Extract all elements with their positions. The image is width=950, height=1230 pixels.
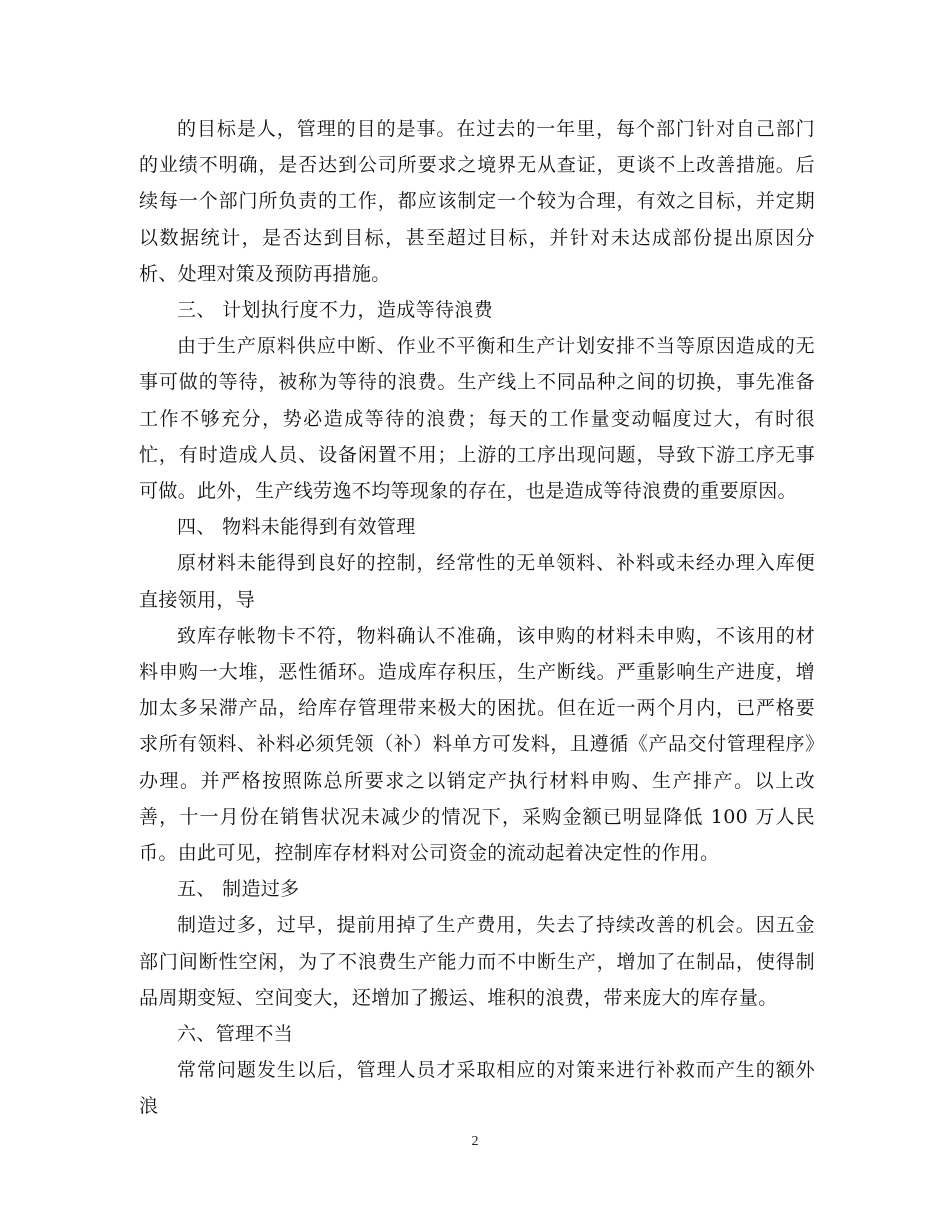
paragraph-waiting-waste: 由于生产原料供应中断、作业不平衡和生产计划安排不当等原因造成的无事可做的等待，被称为等待的浪费。生产线上不同品种之间的切换，事先准备工作不够充分，势必造成等待的浪费；每天的工作量变动幅度过大，有时很忙，有时造成人员、设备闲置不用；上游的工序出现问题，导致下游工序无事可做。此外，生产线劳逸不均等现象的存在，也是造成等待浪费的重要原因。 xyxy=(139,335,815,503)
paragraph-materials-intro: 原材料未能得到良好的控制，经常性的无单领料、补料或未经办理入库便直接领用，导 xyxy=(139,552,815,611)
document-body xyxy=(139,111,815,1125)
paragraph-goals: 的目标是人，管理的目的是事。在过去的一年里，每个部门针对自己部门的业绩不明确，是否达到公司所要求之境界无从查证，更谈不上改善措施。后续每一个部门所负责的工作，都应该制定一个较为合理，有效之目标，并定期以数据统计，是否达到目标，甚至超过目标，并针对未达成部份提出原因分析、处理对策及预防再措施。 xyxy=(139,118,815,285)
paragraph-overproduction: 制造过多，过早，提前用掉了生产费用，失去了持续改善的机会。因五金部门间断性空闲，为了不浪费生产能力而不中断生产，增加了在制品，使得制品周期变短、空间变大，还增加了搬运、堆积的浪费，带来庞大的库存量。 xyxy=(139,914,815,1009)
page-number: 2 xyxy=(471,1134,479,1149)
heading-section-3: 三、 计划执行度不力，造成等待浪费 xyxy=(177,299,493,322)
heading-section-6: 六、管理不当 xyxy=(177,1023,294,1046)
heading-section-4: 四、 物料未能得到有效管理 xyxy=(177,516,416,539)
paragraph-materials-detail: 致库存帐物卡不符，物料确认不准确，该申购的材料未申购，不该用的材料申购一大堆，恶性循环。造成库存积压，生产断线。严重影响生产进度，增加太多呆滞产品，给库存管理带来极大的困扰。但在近一两个月内，已严格要求所有领料、补料必须凭领（补）料单方可发料，且遵循《产品交付管理程序》办理。并严格按照陈总所要求之以销定产执行材料申购、生产排产。以上改善，十一月份在销售状况未减少的情况下，采购金额已明显降低 100 万人民币。由此可见，控制库存材料对公司资金的流动起着决定性的作用。 xyxy=(139,624,815,865)
paragraph-management: 常常问题发生以后，管理人员才采取相应的对策来进行补救而产生的额外浪 xyxy=(139,1059,815,1118)
heading-section-5: 五、 制造过多 xyxy=(177,878,300,901)
